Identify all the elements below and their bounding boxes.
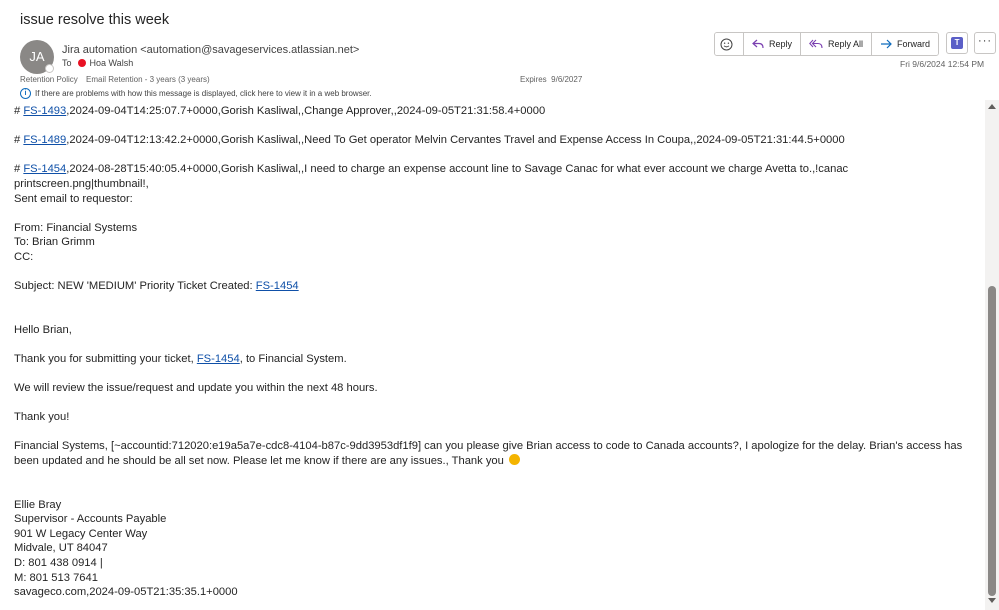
- received-date: Fri 9/6/2024 12:54 PM: [900, 59, 985, 69]
- greeting: Hello Brian,: [14, 323, 72, 336]
- scrollbar-thumb[interactable]: [988, 286, 996, 596]
- sender-name-email[interactable]: Jira automation <automation@savageservices.atlassian.net>: [62, 44, 360, 56]
- message-toolbar: [714, 32, 996, 54]
- from-line: From: Financial Systems: [14, 221, 138, 234]
- reply-all-label: Reply All: [828, 39, 864, 49]
- ticket-line-continued: Sent email to requestor:: [14, 192, 133, 205]
- email-subject: issue resolve this week: [20, 12, 170, 28]
- line-prefix: #: [14, 163, 24, 176]
- signature-name: Ellie Bray: [14, 498, 62, 511]
- signature-address-2: Midvale, UT 84047: [14, 542, 108, 555]
- ticket-link-fs-1493[interactable]: FS-1493: [23, 105, 67, 117]
- reply-icon: [752, 39, 764, 49]
- infobar-message[interactable]: If there are problems with how this message is displayed, click here to view it in a web browser.: [35, 89, 372, 98]
- thanks-rest: , to Financial System.: [239, 352, 347, 365]
- presence-busy-icon: [78, 59, 86, 67]
- financial-message-text: Financial Systems, [~accountid:712020:e19a5a7e-cdc8-4104-b87c-9dd3953df1f9] can you please give Brian access to code to Canada accounts?, I apologize for the delay. Brian's access has been updated and he should be all set now. Please let me know if there are any issues., Thank you: [14, 440, 963, 468]
- info-icon: i: [20, 88, 31, 99]
- retention-info: [20, 75, 216, 84]
- scroll-up-arrow-icon[interactable]: [988, 104, 996, 109]
- more-actions-button[interactable]: [974, 32, 996, 54]
- retention-policy-label: Retention Policy: [20, 75, 78, 84]
- to-label: To: [62, 58, 72, 68]
- ticket-line: [14, 104, 982, 119]
- forward-icon: [880, 39, 892, 49]
- subject-ticket-link[interactable]: FS-1454: [255, 280, 299, 293]
- sender-avatar[interactable]: JA: [20, 40, 54, 74]
- share-to-teams-button[interactable]: [946, 32, 968, 54]
- display-problem-infobar[interactable]: [20, 88, 372, 99]
- ticket-line: [14, 162, 982, 191]
- line-prefix: #: [14, 105, 24, 117]
- recipient-name[interactable]: Hoa Walsh: [89, 58, 134, 68]
- thanks-text: Thank you for submitting your ticket,: [14, 352, 197, 365]
- message-body: [14, 104, 982, 600]
- react-emoji-button[interactable]: [715, 33, 744, 55]
- signature-direct-phone: D: 801 438 0914 |: [14, 557, 103, 570]
- signature-website: savageco.com,2024-09-05T21:35:35.1+0000: [14, 586, 238, 599]
- ticket-line: [14, 133, 982, 148]
- ticket-link-fs-1489[interactable]: FS-1489: [23, 134, 67, 147]
- financial-systems-message: [14, 439, 982, 468]
- subject-line-text: Subject: NEW 'MEDIUM' Priority Ticket Created:: [14, 280, 256, 293]
- scroll-down-arrow-icon[interactable]: [988, 598, 996, 603]
- thanks-line: [14, 352, 982, 367]
- expires-info: [520, 75, 582, 84]
- forward-button[interactable]: [872, 33, 938, 55]
- signature-address-1: 901 W Legacy Center Way: [14, 527, 148, 540]
- expires-value: 9/6/2027: [551, 75, 583, 84]
- teams-icon: T: [951, 37, 963, 49]
- response-button-group: [714, 32, 939, 56]
- recipient-row: [62, 58, 133, 68]
- retention-policy-value: Email Retention - 3 years (3 years): [86, 75, 210, 84]
- thanks-ticket-link[interactable]: FS-1454: [196, 352, 240, 365]
- thank-you-line: Thank you!: [14, 411, 70, 424]
- ticket-details: ,2024-09-04T12:13:42.2+0000,Gorish Kasliwal,,Need To Get operator Melvin Cervantes Travel and Expense Access In Coupa,,2024-09-05T21:31:44.5+0000: [66, 134, 845, 147]
- forward-label: Forward: [897, 39, 931, 49]
- ticket-details: ,2024-08-28T15:40:05.4+0000,Gorish Kasliwal,,I need to charge an expense account line to Savage Canac for what ever account we charge Avetta to.,!canac printscreen.png|thumbnail!,: [14, 163, 849, 190]
- more-icon: ···: [978, 35, 993, 47]
- expires-label: Expires: [520, 75, 547, 84]
- ticket-link-fs-1454[interactable]: FS-1454: [23, 163, 67, 176]
- reply-all-icon: [809, 39, 823, 49]
- review-line: We will review the issue/request and update you within the next 48 hours.: [14, 382, 378, 395]
- cc-line: CC:: [14, 250, 34, 263]
- reply-all-button[interactable]: [801, 33, 872, 55]
- line-prefix: #: [14, 134, 24, 147]
- signature-title: Supervisor - Accounts Payable: [14, 513, 167, 526]
- smiley-icon: [720, 38, 733, 51]
- signature-mobile-phone: M: 801 513 7641: [14, 571, 98, 584]
- subject-line: [14, 279, 982, 294]
- ticket-details: ,2024-09-04T14:25:07.7+0000,Gorish Kasliwal,,Change Approver,,2024-09-05T21:31:58.4+0000: [66, 105, 546, 117]
- vertical-scrollbar[interactable]: [985, 100, 999, 610]
- reply-label: Reply: [769, 39, 793, 49]
- to-line: To: Brian Grimm: [14, 236, 95, 249]
- reply-button[interactable]: [744, 33, 801, 55]
- avatar-status-badge: [45, 64, 54, 73]
- grinning-emoji-icon: [509, 454, 520, 465]
